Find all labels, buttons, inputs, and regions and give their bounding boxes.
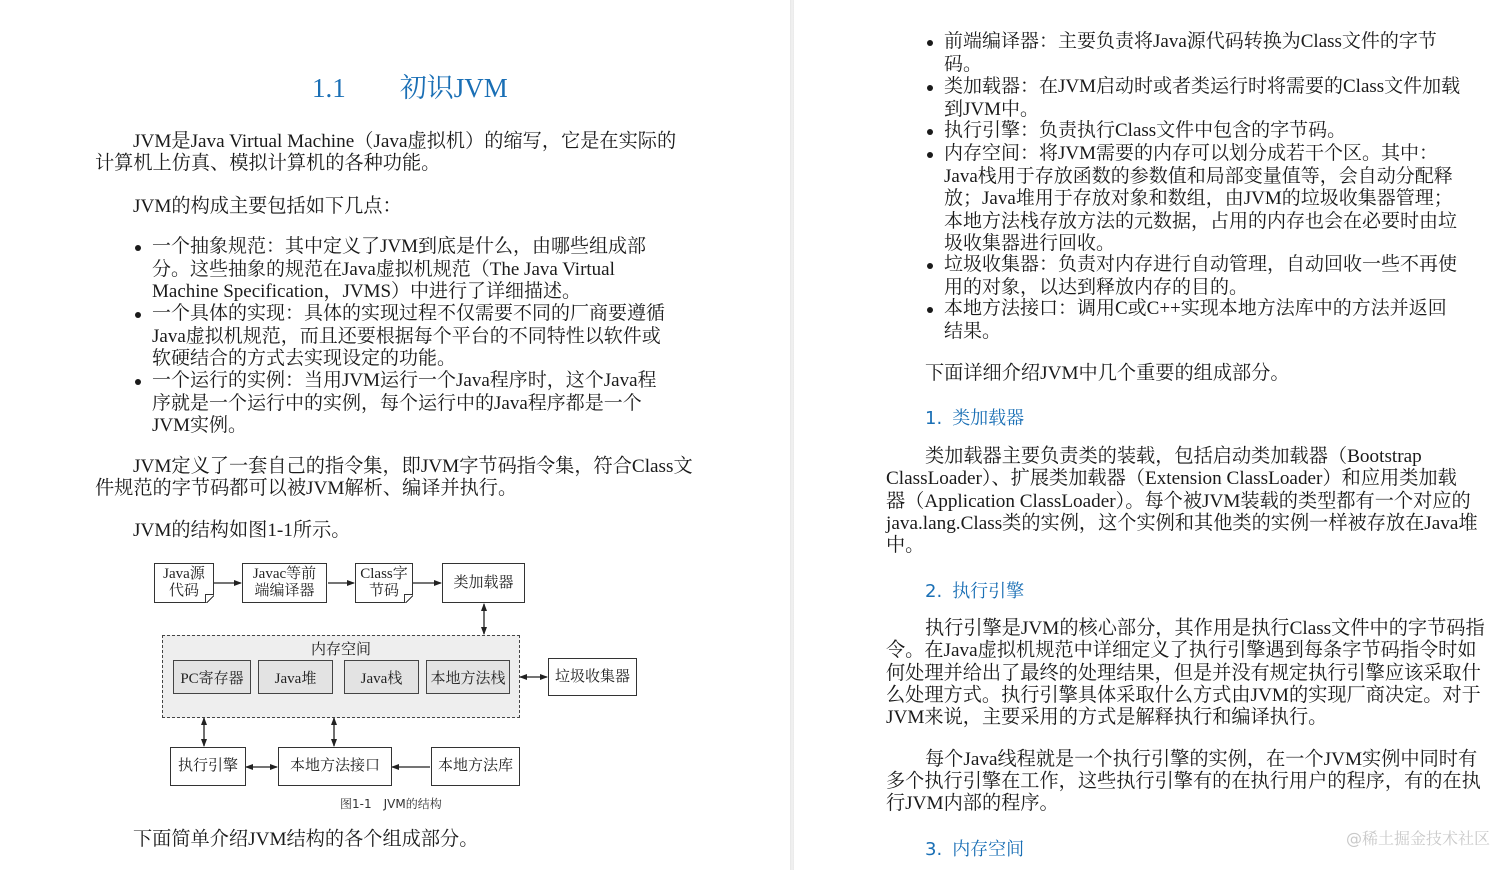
list-item bbox=[944, 76, 1460, 121]
box-label: Javac等前 bbox=[252, 566, 317, 582]
paragraph-details-intro: 下面详细介绍JVM中几个重要的组成部分。 bbox=[925, 363, 1290, 384]
box-label: 类加载器 bbox=[453, 574, 514, 591]
right-page bbox=[794, 0, 1512, 870]
list-line: 本地方法接口：调用C或C++实现本地方法库中的方法并返回 bbox=[944, 298, 1447, 319]
native-library-box bbox=[431, 747, 520, 786]
list-line: 用的对象，以达到释放内存的目的。 bbox=[944, 276, 1249, 298]
list-line: 放；Java堆用于存放对象和数组，由JVM的垃圾收集器管理； bbox=[944, 188, 1453, 209]
paragraph-line: ClassLoader）、扩展类加载器（Extension ClassLoader）和应用类加载 bbox=[886, 468, 1457, 489]
list-item bbox=[944, 31, 1437, 76]
list-item bbox=[944, 254, 1457, 299]
list-item bbox=[152, 236, 646, 304]
list-line: 前端编译器：主要负责将Java源代码转换为Class文件的字节 bbox=[944, 31, 1437, 52]
list-line: 码。 bbox=[944, 53, 983, 75]
paragraph-line: 中。 bbox=[886, 535, 925, 556]
list-line: 结果。 bbox=[944, 320, 1002, 342]
java-stack-box bbox=[344, 660, 419, 694]
box-label: Java栈 bbox=[360, 670, 403, 687]
list-line: 软硬结合的方式去实现设定的功能。 bbox=[152, 348, 457, 369]
memory-space-label: 内存空间 bbox=[310, 642, 371, 658]
list-line: Java虚拟机规范，而且还要根据每个平台的不同特性以软件或 bbox=[152, 325, 661, 347]
garbage-collector-box bbox=[548, 658, 637, 696]
java-source-box bbox=[154, 563, 214, 603]
list-line: 一个抽象规范：其中定义了JVM到底是什么，由哪些组成部 bbox=[152, 236, 647, 257]
box-label: 代码 bbox=[168, 583, 199, 599]
list-line: 一个具体的实现：具体的实现过程不仅需要不同的厂商要遵循 bbox=[152, 303, 666, 324]
paragraph-line: 每个Java线程就是一个执行引擎的实例，在一个JVM实例中同时有 bbox=[925, 749, 1478, 770]
box-label: 本地方法库 bbox=[437, 758, 513, 774]
paragraph-line: JVM来说，主要采用的方式是解释执行和编译执行。 bbox=[886, 707, 1328, 728]
list-line: 本地方法栈存放方法的元数据，占用的内存也会在必要时由垃 bbox=[944, 210, 1458, 232]
box-label: Class字 bbox=[360, 566, 408, 582]
paragraph-line: 行JVM内部的程序。 bbox=[886, 793, 1059, 814]
paragraph-line: java.lang.Class类的实例，这个实例和其他类的实例一样被存放在Java堆 bbox=[886, 513, 1478, 534]
list-line: 垃圾收集器：负责对内存进行自动管理，自动回收一些不再使 bbox=[944, 254, 1458, 275]
list-line: 圾收集器进行回收。 bbox=[944, 233, 1116, 254]
list-item bbox=[944, 298, 1447, 343]
native-interface-box bbox=[278, 747, 392, 786]
list-item bbox=[152, 303, 665, 371]
watermark: @稀土掘金技术社区 bbox=[1345, 829, 1490, 848]
paragraph-line: 器（Application ClassLoader）。每个被JVM装载的类型都有一个对应的 bbox=[886, 491, 1471, 512]
class-loader-box bbox=[442, 563, 525, 603]
paragraph-instruction-set-line2: 件规范的字节码都可以被JVM解析、编译并执行。 bbox=[95, 478, 518, 499]
subsection-title: 执行引擎 bbox=[952, 581, 1025, 602]
list-line: JVM实例。 bbox=[152, 415, 248, 436]
list-item bbox=[944, 120, 1346, 143]
class-bytecode-box bbox=[355, 563, 413, 603]
list-line: 一个运行的实例：当用JVM运行一个Java程序时，这个Java程 bbox=[152, 370, 657, 391]
paragraph-line: 么处理方式。执行引擎具体采取什么方式由JVM的实现厂商决定。对于 bbox=[886, 685, 1481, 706]
paragraph-components-intro: 下面简单介绍JVM结构的各个组成部分。 bbox=[133, 829, 479, 850]
subsection-heading-execution-engine bbox=[925, 577, 1024, 603]
java-heap-box bbox=[258, 660, 333, 694]
subsection-number: 2. bbox=[925, 581, 943, 602]
jvm-structure-diagram bbox=[150, 560, 650, 815]
list-line: 分。这些抽象的规范在Java虚拟机规范（The Java Virtual bbox=[152, 258, 615, 280]
box-label: 执行引擎 bbox=[177, 758, 238, 774]
box-label: PC寄存器 bbox=[180, 670, 244, 687]
list-line: 到JVM中。 bbox=[944, 98, 1040, 120]
paragraph-figure-ref: JVM的结构如图1-1所示。 bbox=[133, 520, 351, 541]
box-label: 垃圾收集器 bbox=[554, 668, 630, 685]
paragraph-composition: JVM的构成主要包括如下几点： bbox=[133, 196, 402, 217]
box-label: 节码 bbox=[368, 583, 399, 599]
subsection-number: 1. bbox=[925, 408, 943, 429]
box-label: 本地方法接口 bbox=[289, 758, 380, 774]
paragraph-line: 令。在Java虚拟机规范中详细定义了执行引擎遇到每条字节码指令时如 bbox=[886, 640, 1477, 661]
paragraph-intro-line1: JVM是Java Virtual Machine（Java虚拟机）的缩写，它是在实际的 bbox=[133, 131, 677, 152]
list-item bbox=[152, 370, 657, 438]
pc-register-box bbox=[173, 660, 251, 694]
section-heading: 1.1 初识JVM bbox=[312, 73, 508, 103]
figure-caption: 图1-1 JVM的结构 bbox=[340, 797, 442, 811]
box-label: 本地方法栈 bbox=[430, 670, 506, 687]
box-label: 端编译器 bbox=[254, 583, 315, 599]
list-line: Java栈用于存放函数的参数值和局部变量值等，会自动分配释 bbox=[944, 165, 1453, 187]
paragraph-instruction-set-line1: JVM定义了一套自己的指令集，即JVM字节码指令集，符合Class文 bbox=[133, 456, 693, 477]
paragraph-line: 何处理并给出了最终的处理结果，但是并没有规定执行引擎应该采取什 bbox=[886, 663, 1481, 684]
subsection-heading-class-loader bbox=[925, 404, 1024, 430]
execution-engine-box bbox=[170, 747, 246, 786]
subsection-title: 内存空间 bbox=[952, 839, 1025, 860]
javac-compiler-box bbox=[242, 563, 327, 603]
subsection-title: 类加载器 bbox=[952, 408, 1025, 429]
list-item bbox=[944, 143, 1457, 256]
subsection-heading-memory-space bbox=[925, 835, 1024, 861]
memory-space-region bbox=[162, 635, 520, 718]
list-line: 执行引擎：负责执行Class文件中包含的字节码。 bbox=[944, 120, 1347, 141]
paragraph-intro-line2: 计算机上仿真、模拟计算机的各种功能。 bbox=[95, 153, 441, 174]
box-label: Java源 bbox=[163, 566, 205, 582]
list-line: 类加载器：在JVM启动时或者类运行时将需要的Class文件加载 bbox=[944, 76, 1461, 97]
list-line: 序就是一个运行中的实例，每个运行中的Java程序都是一个 bbox=[152, 392, 642, 414]
paragraph-line: 执行引擎是JVM的核心部分，其作用是执行Class文件中的字节码指 bbox=[925, 618, 1485, 639]
list-line: Machine Specification，JVMS）中进行了详细描述。 bbox=[152, 281, 582, 302]
subsection-number: 3. bbox=[925, 839, 943, 860]
paragraph-line: 多个执行引擎在工作，这些执行引擎有的在执行用户的程序，有的在执 bbox=[886, 771, 1481, 792]
paragraph-line: 类加载器主要负责类的装载，包括启动类加载器（Bootstrap bbox=[925, 446, 1422, 467]
native-method-stack-box bbox=[426, 660, 510, 694]
list-line: 内存空间：将JVM需要的内存可以划分成若干个区。其中： bbox=[944, 143, 1439, 164]
box-label: Java堆 bbox=[274, 670, 317, 687]
